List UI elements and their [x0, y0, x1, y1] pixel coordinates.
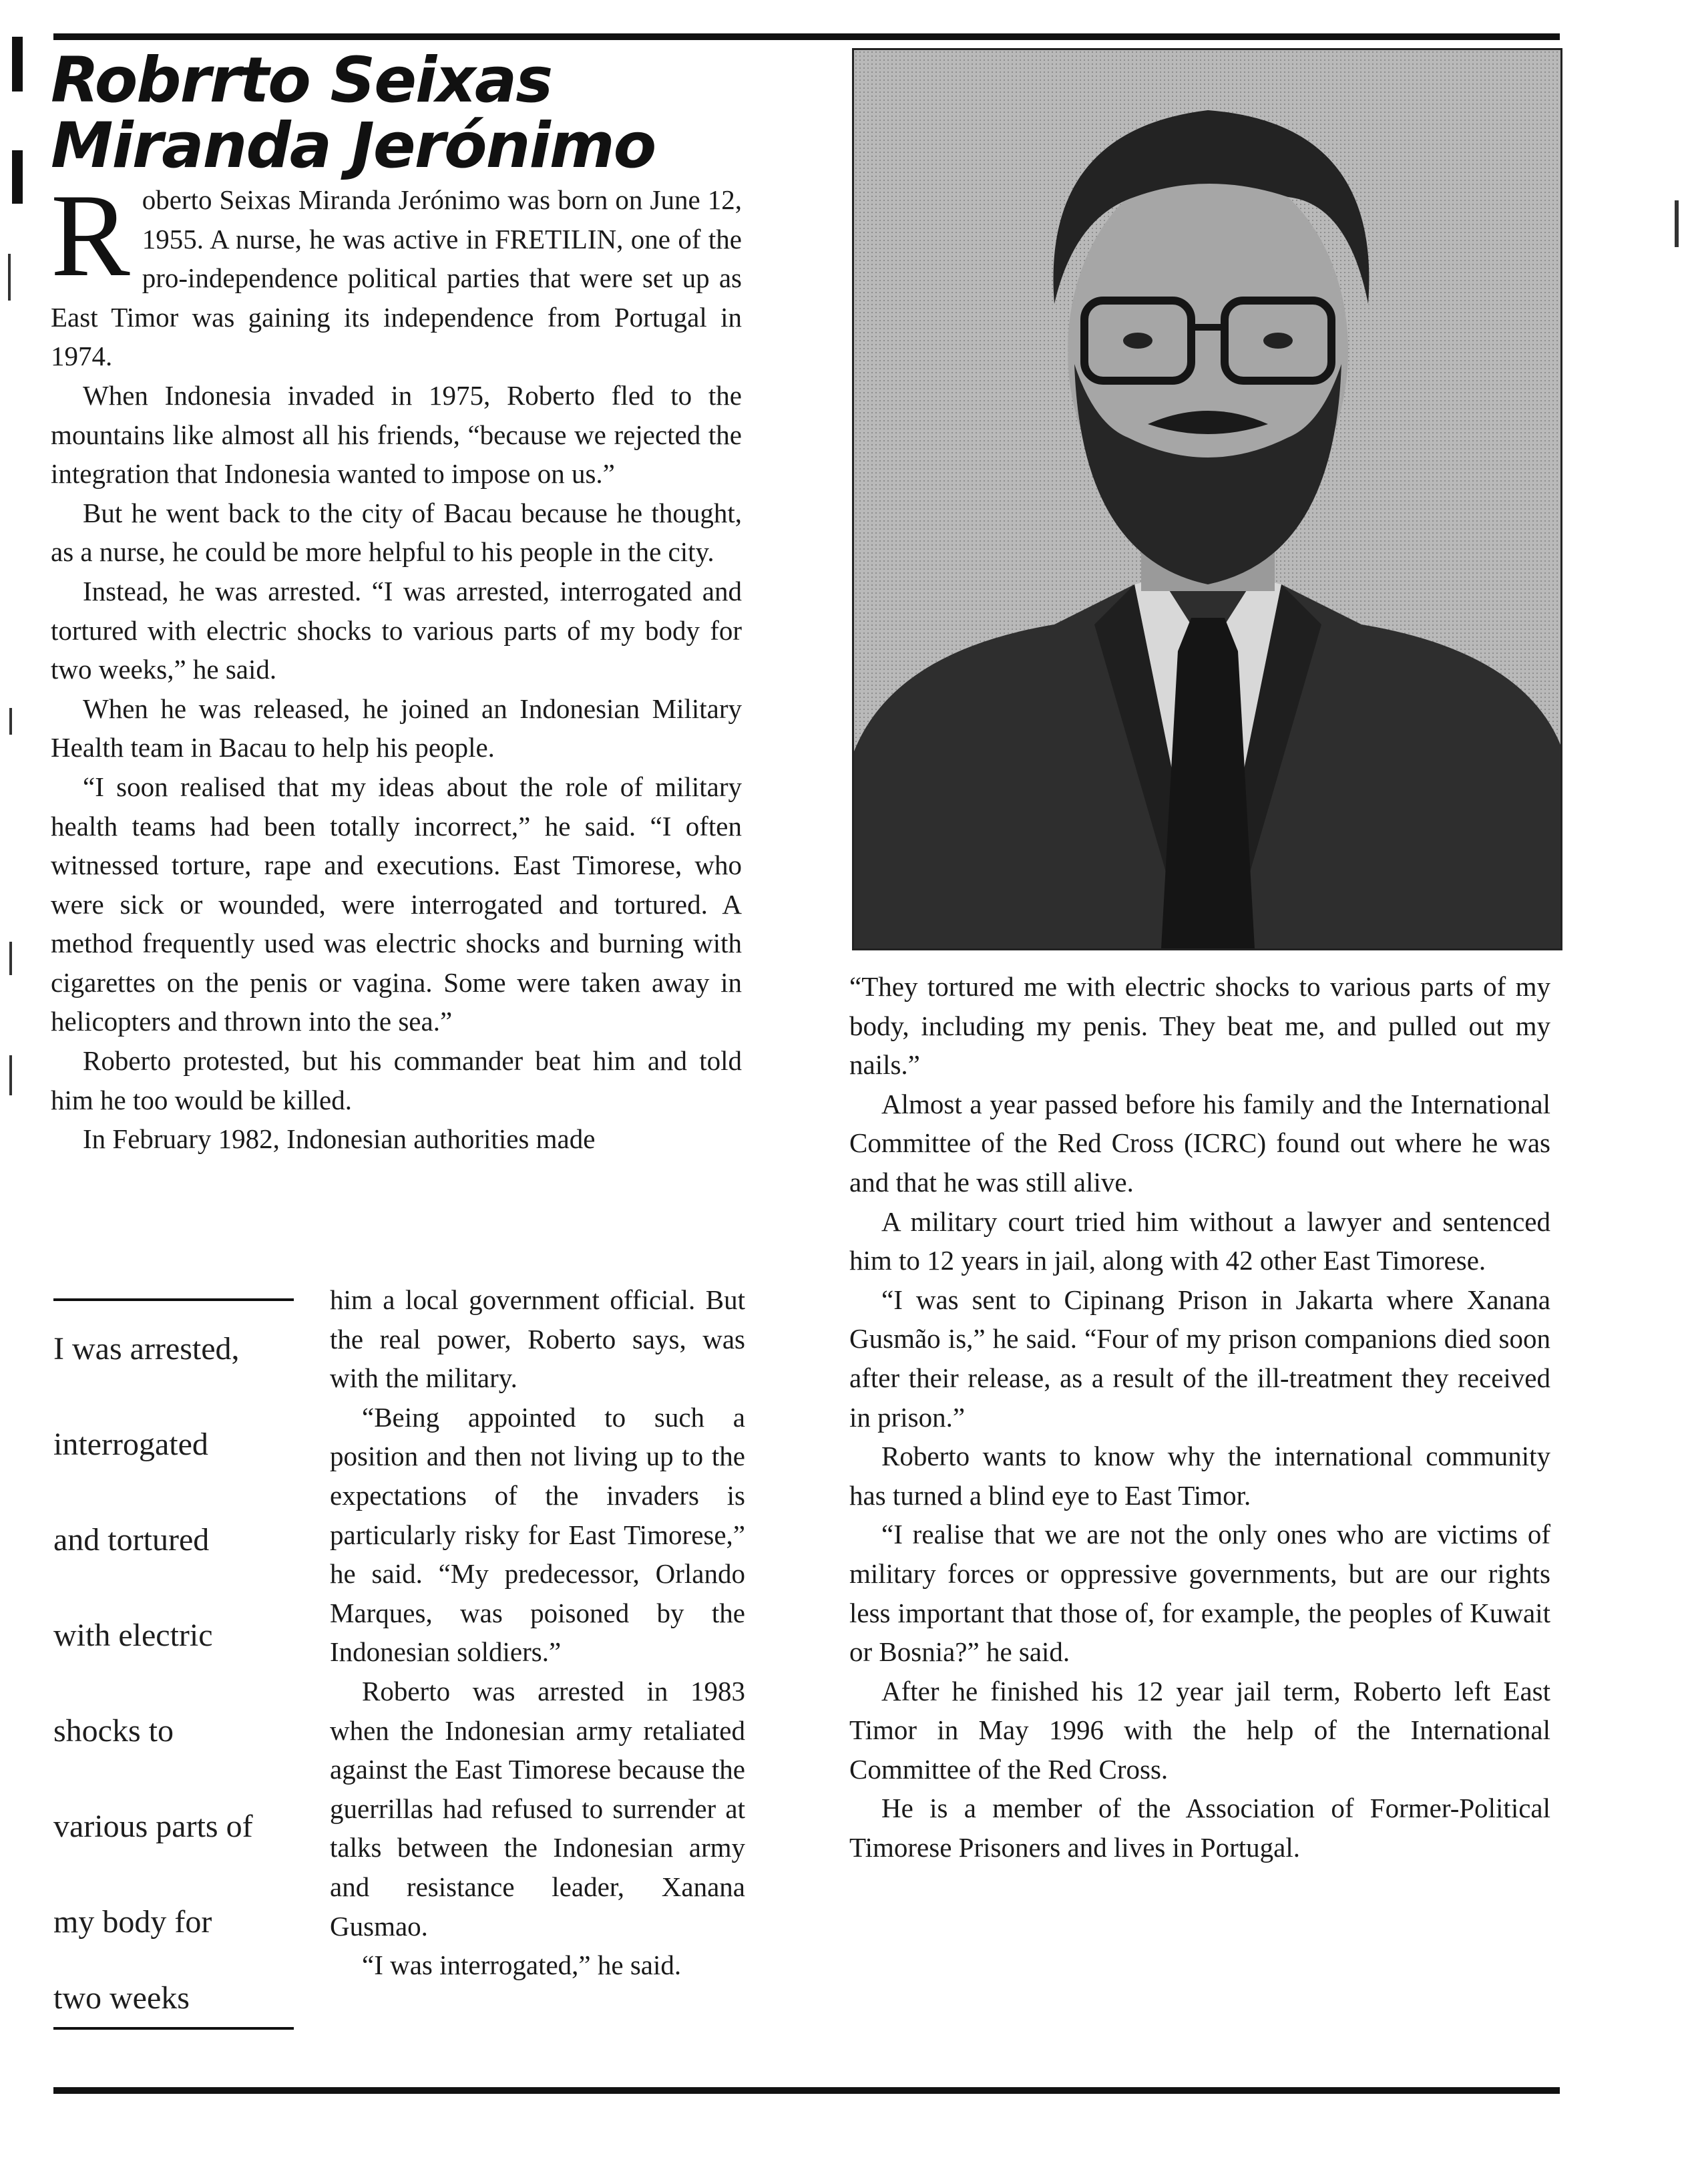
paragraph: [51, 169, 742, 376]
title-marker: [12, 150, 23, 204]
scan-margin-mark: [9, 708, 12, 735]
paragraph: A military court tried him without a lawyer and sentenced him to 12 years in jail, along with 42 other East Timorese.: [849, 1206, 1550, 1276]
paragraph-text: oberto Seixas Miranda Jerónimo was born on June 12, 1955. A nurse, he was active in FRETILIN, one of the pro-independence political parties that were set up as East Timor was gaining its independence from Portugal in 1974.: [51, 184, 742, 372]
paragraph: “I soon realised that my ideas about the role of military health teams had been totally incorrect,” he said. “I often witnessed torture, rape and executions. East Timorese, who were sick or wounded, were interrogated and tortured. A method frequently used was electric shocks and burning with cigarettes on the penis or vagina. Some were taken away in helicopters and thrown into the sea.”: [51, 771, 742, 1037]
pull-quote-line: and tortured: [53, 1522, 210, 1558]
paragraph: Roberto protested, but his commander beat him and told him he too would be killed.: [51, 1045, 742, 1115]
article-title: [51, 44, 812, 182]
paragraph: Roberto wants to know why the international community has turned a blind eye to East Timor.: [849, 1441, 1550, 1511]
scan-margin-mark: [9, 1055, 12, 1095]
bottom-rule: [53, 2087, 1560, 2094]
portrait-photo: [852, 48, 1562, 950]
pull-quote: [53, 1298, 294, 2030]
left-column: [51, 169, 742, 1159]
paragraph: In February 1982, Indonesian authorities made: [83, 1123, 596, 1155]
pull-quote-line: I was arrested,: [53, 1331, 240, 1367]
paragraph: Instead, he was arrested. “I was arrested, interrogated and tortured with electric shocks to various parts of my body for two weeks,” he said.: [51, 575, 742, 685]
paragraph: When Indonesia invaded in 1975, Roberto fled to the mountains like almost all his friends, “because we rejected the integration that Indonesia wanted to impose on us.”: [51, 379, 742, 490]
paragraph: “Being appointed to such a position and then not living up to the expectations of the invaders is particularly risky for East Timorese,” he said. “My predecessor, Orlando Marques, was poisoned by the Indonesian soldiers.”: [330, 1401, 745, 1668]
pull-quote-rule: [53, 2027, 294, 2030]
paragraph: He is a member of the Association of Former-Political Timorese Prisoners and lives in Portugal.: [849, 1793, 1550, 1863]
paragraph: “I was sent to Cipinang Prison in Jakarta where Xanana Gusmão is,” he said. “Four of my prison companions died soon after their release, as a result of the ill-treatment they received in prison.”: [849, 1284, 1550, 1433]
scan-margin-mark: [9, 942, 12, 975]
paragraph: Roberto was arrested in 1983 when the Indonesian army retaliated against the East Timorese because the guerrillas had refused to surrender at talks between the Indonesian army and resistance leader, Xanana Gusmao.: [330, 1675, 745, 1942]
paragraph: “I realise that we are not the only ones who are victims of military forces or oppressive governments, but are our rights less important that those of, for example, the peoples of Kuwait or Bosnia?” he said.: [849, 1519, 1550, 1668]
scan-margin-mark: [8, 254, 11, 301]
pull-quote-line: shocks to: [53, 1713, 174, 1749]
top-rule: [53, 33, 1560, 40]
pull-quote-line: my body for: [53, 1904, 212, 1940]
drop-cap: R: [51, 169, 130, 301]
paragraph: But he went back to the city of Bacau because he thought, as a nurse, he could be more helpful to his people in the city.: [51, 497, 742, 568]
pull-quote-line: two weeks: [53, 1980, 190, 2016]
title-marker: [12, 37, 23, 92]
paragraph: When he was released, he joined an Indonesian Military Health team in Bacau to help his people.: [51, 693, 742, 763]
pull-quote-line: various parts of: [53, 1809, 253, 1844]
pull-quote-line: with electric: [53, 1618, 213, 1653]
right-column: [849, 967, 1550, 1867]
paragraph: Almost a year passed before his family and the International Committee of the Red Cross (ICRC) found out where he was and that he was still alive.: [849, 1088, 1550, 1198]
paragraph: “I was interrogated,” he said.: [362, 1950, 682, 1981]
paragraph: After he finished his 12 year jail term, Roberto left East Timor in May 1996 with the help of the International Committee of the Red Cross.: [849, 1675, 1550, 1785]
middle-column: [330, 1280, 745, 1985]
title-line-1: Robrrto Seixas: [51, 44, 552, 117]
portrait-illustration: [854, 50, 1560, 948]
title-line-2: Miranda Jerónimo: [51, 110, 656, 182]
scan-margin-mark: [1675, 200, 1679, 247]
paragraph: “They tortured me with electric shocks to various parts of my body, including my penis. They beat me, and pulled out my nails.”: [849, 971, 1550, 1081]
pull-quote-line: interrogated: [53, 1427, 208, 1462]
paragraph: him a local government official. But the real power, Roberto says, was with the military.: [330, 1284, 745, 1394]
